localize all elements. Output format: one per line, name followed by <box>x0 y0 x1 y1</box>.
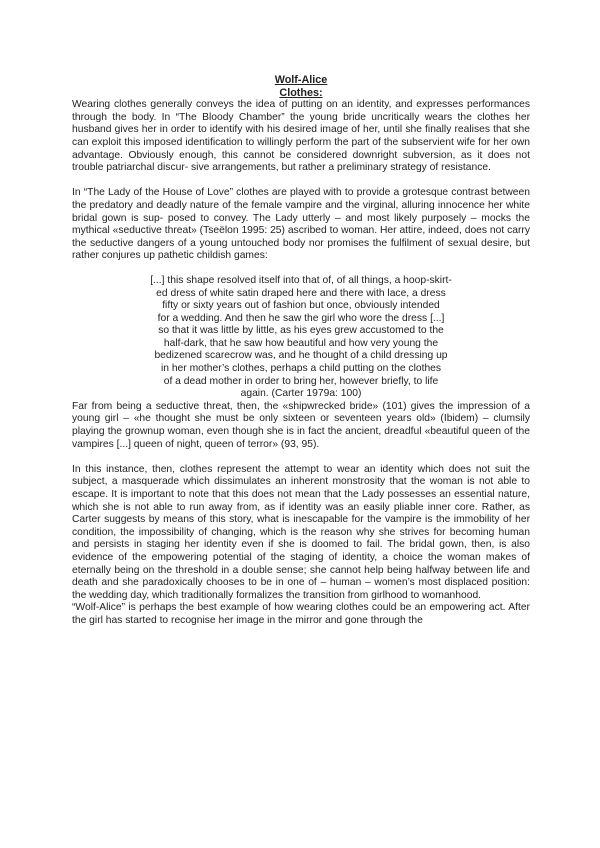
quote-line: fifty or sixty years out of fashion but once, obviously intended <box>162 300 440 312</box>
section-heading: Clothes: <box>279 86 323 99</box>
paragraph-after-quote: Far from being a seductive threat, then, the «shipwrecked bride» (101) gives the impression of a young girl – «he thought she must be only sixteen or seventeen years old» (Ibidem) – clumsily playing the grownup woman, even though she is in fact the ancient, dreadful «beautiful queen of the vampires [...] queen of night, queen of terror» (93, 95). <box>72 400 530 450</box>
document-headings <box>72 74 530 99</box>
quote-line: ed dress of white satin draped here and there with lace, a dress <box>156 287 446 299</box>
paragraph-gap <box>72 451 530 464</box>
quote-line: so that it was little by little, as his eyes grew accustomed to the <box>158 325 444 337</box>
quote-line: in her mother’s clothes, perhaps a child putting on the clothes <box>160 363 442 375</box>
quote-line: of a dead mother in order to bring her, however briefly, to life <box>163 375 439 387</box>
paragraph-4: “Wolf-Alice” is perhaps the best example of how wearing clothes could be an empowering act. After the girl has started to recognise her image in the mirror and gone through the <box>72 602 530 626</box>
paragraph-1: Wearing clothes generally conveys the idea of putting on an identity, and expresses performances through the body. In “The Bloody Chamber” the young bride uncritically wears the clothes her husband gives her in order to identify with his desired image of her, until she finally realises that she can exploit this imposed identification to willingly perform the part of the subservient wife for her own advantage. Obviously enough, this cannot be considered downright subversion, as it does not trouble patriarchal discur- sive arrangements, but rather a preliminary strategy of resistance. <box>72 99 530 174</box>
paragraph-gap <box>72 175 530 188</box>
paragraph-2: In “The Lady of the House of Love” clothes are played with to provide a grotesque contrast between the predatory and deadly nature of the female vampire and the virginal, alluring innocence her white bridal gown is sup- posed to convey. The Lady utterly – and most likely purposely – mocks the mythical «seductive threat» (Tseëlon 1995: 25) ascribed to woman. Her attire, indeed, does not carry the seductive dangers of a young untouched body nor promises the fulfilment of sexual desire, but rather conjures up pathetic childish games: <box>72 187 530 262</box>
block-quote <box>72 275 530 401</box>
quote-line: half-dark, that he saw how beautiful and how very young the <box>163 337 439 349</box>
quote-line: bedizened scarecrow was, and he thought of a child dressing up <box>154 350 448 362</box>
document-title: Wolf-Alice <box>274 74 328 86</box>
paragraph-3: In this instance, then, clothes represent the attempt to wear an identity which does not suit the subject, a masquerade which dissimulates an inherent monstrosity that the woman is not able to escape. It is important to note that this does not mean that the Lady possesses an essential nature, which she is not able to run away from, as if identity was an easily pliable inner core. Rather, as Carter suggests by means of this story, what is inescapable for the vampire is the immobility of her condition, the impossibility of changing, which is the reason why she strives for becoming human and persists in staging her identity even if she is doomed to fail. The bridal gown, then, is also evidence of the empowering potential of the staging of identity, a choice the woman makes of eternally being on the threshold in a double sense; she cannot help being halfway between life and death and she paradoxically chooses to be in one of – human – women’s most displaced position: the wedding day, which traditionally formalizes the transition from girlhood to womanhood. <box>72 463 530 601</box>
document-page <box>72 74 530 628</box>
quote-line: for a wedding. And then he saw the girl who wore the dress [...] <box>157 312 445 324</box>
quote-line: again. (Carter 1979a: 100) <box>240 388 362 400</box>
quote-line: [...] this shape resolved itself into that of, of all things, a hoop-skirt- <box>150 274 452 286</box>
